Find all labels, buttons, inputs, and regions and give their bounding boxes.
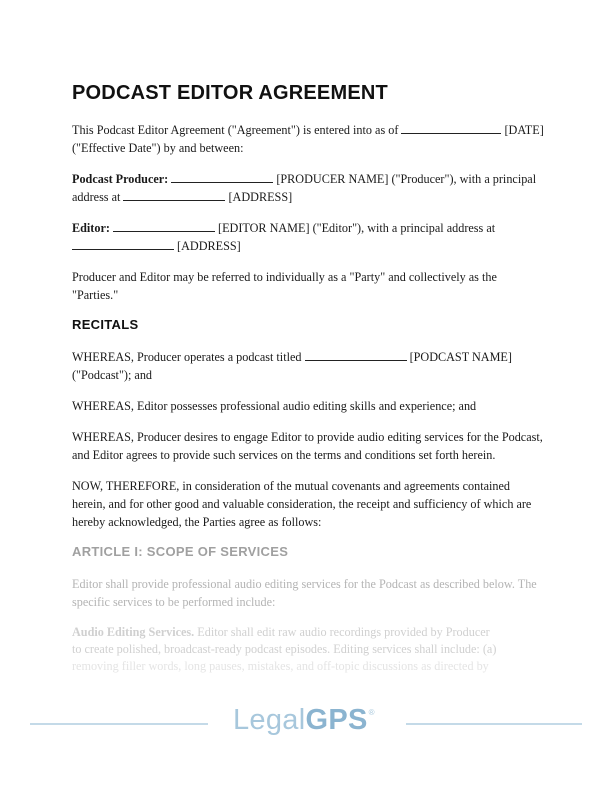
- logo-text-legal: Legal: [233, 704, 306, 736]
- editor-address-text: [ADDRESS]: [177, 239, 241, 253]
- whereas-1-text: WHEREAS, Producer operates a podcast titled: [72, 350, 302, 364]
- producer-paragraph: [72, 170, 544, 206]
- article-1-paragraph: Editor shall provide professional audio editing services for the Podcast as described below. The specific services to be performed include:: [72, 577, 537, 609]
- editor-paragraph: [72, 219, 544, 255]
- editor-label: Editor:: [72, 221, 110, 235]
- services-label: Audio Editing Services.: [72, 625, 195, 639]
- intro-paragraph: [72, 121, 544, 157]
- document-page: [72, 82, 544, 688]
- intro-text: This Podcast Editor Agreement ("Agreement") is entered into as of: [72, 123, 399, 137]
- legalgps-logo: [233, 704, 375, 737]
- now-therefore-paragraph: NOW, THEREFORE, in consideration of the mutual covenants and agreements contained herein, and for other good and valuable consideration, the receipt and sufficiency of which are hereby acknowledged, the Parties agree as follows:: [72, 479, 532, 529]
- recitals-heading: RECITALS: [72, 317, 139, 332]
- footer: [0, 700, 612, 750]
- article-1-heading: ARTICLE I: SCOPE OF SERVICES: [72, 544, 289, 559]
- services-text-1: Editor shall edit raw audio recordings provided by Producer: [197, 625, 490, 639]
- registered-mark: ®: [368, 708, 375, 717]
- editor-name-blank: [113, 219, 215, 232]
- producer-address-text: [ADDRESS]: [228, 190, 293, 204]
- producer-name-blank: [171, 170, 273, 183]
- whereas-1-text-2: [PODCAST NAME] ("Podcast"); and: [72, 350, 512, 382]
- document-title: PODCAST EDITOR AGREEMENT: [72, 82, 388, 104]
- editor-text: [EDITOR NAME] ("Editor"), with a principal address at: [218, 221, 496, 235]
- whereas-paragraph-3: WHEREAS, Producer desires to engage Editor to provide audio editing services for the Podcast, and Editor agrees to provide such services on the terms and conditions set forth herein.: [72, 430, 543, 462]
- logo-text-gps: GPS: [305, 704, 368, 736]
- intro-text-2: [DATE] ("Effective Date") by and between:: [72, 123, 544, 155]
- whereas-paragraph-1: [72, 348, 544, 384]
- producer-address-label: principal address at: [72, 172, 537, 204]
- footer-divider-right: [406, 723, 582, 725]
- parties-paragraph: Producer and Editor may be referred to individually as a "Party" and collectively as the "Parties.": [72, 270, 497, 302]
- producer-text: [PRODUCER NAME] ("Producer"), with a: [276, 172, 490, 186]
- editor-address-blank: [72, 237, 174, 250]
- whereas-paragraph-2: WHEREAS, Editor possesses professional audio editing skills and experience; and: [72, 399, 477, 413]
- services-text-2: to create polished, broadcast-ready podcast episodes. Editing services shall include: (a): [72, 642, 497, 656]
- producer-address-blank: [123, 188, 225, 201]
- services-paragraph: [72, 624, 544, 675]
- footer-divider-left: [30, 723, 208, 725]
- producer-label: Podcast Producer:: [72, 172, 169, 186]
- date-blank: [401, 121, 501, 134]
- services-text-3: removing filler words, long pauses, mistakes, and off-topic discussions as directed by: [72, 659, 489, 673]
- podcast-name-blank: [305, 348, 407, 361]
